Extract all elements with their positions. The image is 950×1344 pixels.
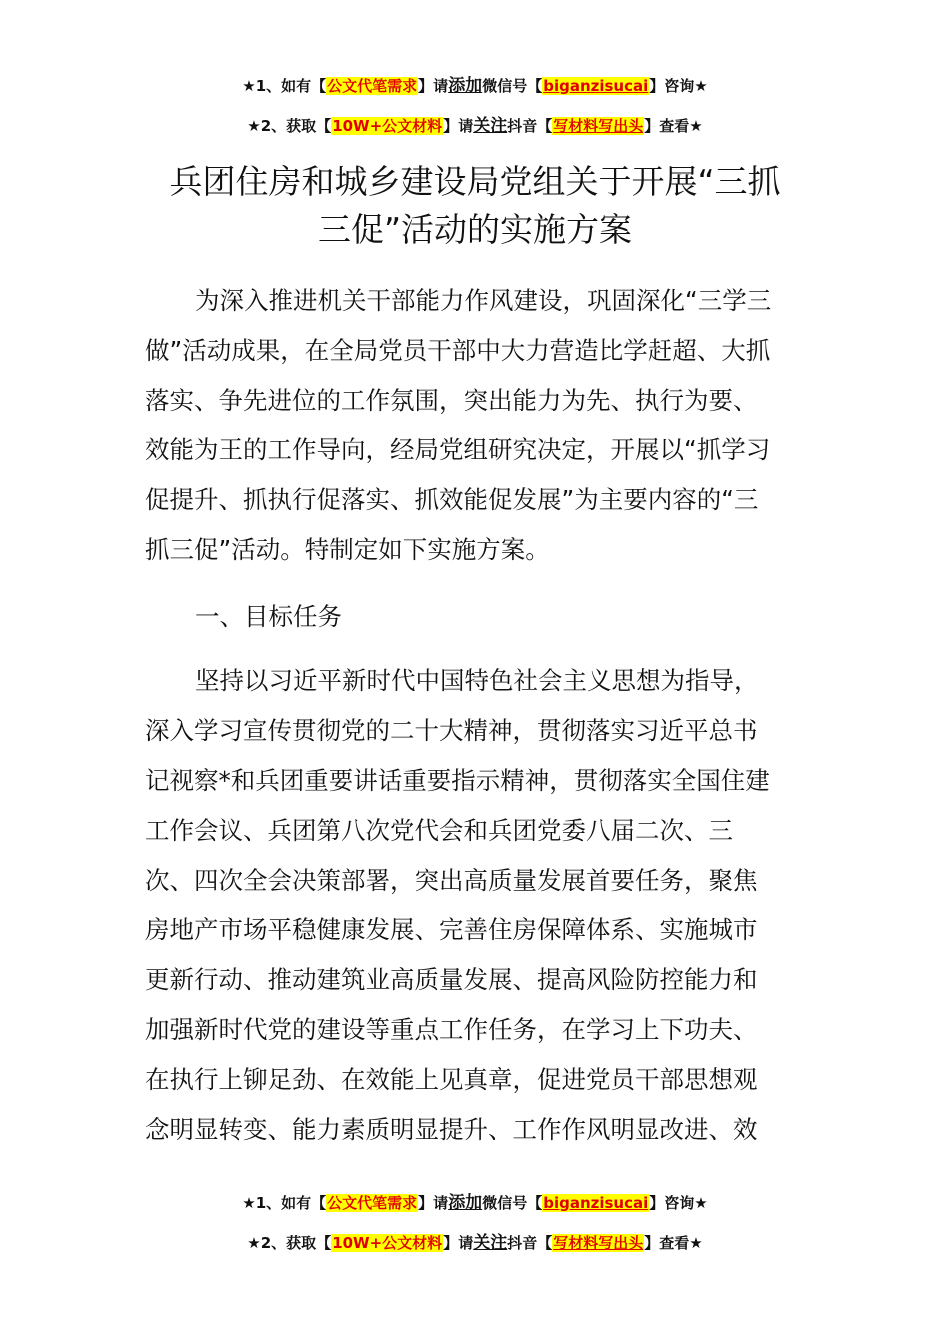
body-line: 次、四次全会决策部署，突出高质量发展首要任务，聚焦 <box>145 866 758 895</box>
title-line: 兵团住房和城乡建设局党组关于开展“三抓 <box>169 162 781 201</box>
ad-text: 】请 <box>443 117 474 135</box>
ad-underline: 关注 <box>473 116 508 136</box>
ad-highlight: 10W+公文材料 <box>332 117 443 135</box>
ad-text: ★1、如有【 <box>242 1194 327 1212</box>
body-line: 工作会议、兵团第八次党代会和兵团党委八届二次、三 <box>145 816 733 845</box>
body-line: 效能为王的工作导向，经局党组研究决定，开展以“抓学习 <box>145 435 771 464</box>
ad-text: ★1、如有【 <box>242 77 327 95</box>
ad-text: ★2、获取【 <box>247 117 332 135</box>
ad-underline: 添加 <box>448 1193 483 1213</box>
ad-wechat-id: biganzisucai <box>543 77 649 95</box>
body-line: 落实、争先进位的工作氛围，突出能力为先、执行为要、 <box>145 386 758 415</box>
ad-text: 】咨询★ <box>649 77 708 95</box>
body-line: 加强新时代党的建设等重点工作任务，在学习上下功夫、 <box>145 1015 758 1044</box>
title-line: 三促”活动的实施方案 <box>317 210 633 249</box>
body-line: 深入学习宣传贯彻党的二十大精神，贯彻落实习近平总书 <box>145 716 758 745</box>
ad-highlight: 公文代笔需求 <box>327 77 418 95</box>
ad-underline: 关注 <box>473 1233 508 1253</box>
body-line: 为深入推进机关干部能力作风建设，巩固深化“三学三 <box>195 286 772 315</box>
ad-text: 抖音【 <box>507 1234 553 1252</box>
ad-text: 】查看★ <box>644 117 703 135</box>
body-line: 促提升、抓执行促落实、抓效能促发展”为主要内容的“三 <box>145 485 759 514</box>
section-heading: 一、目标任务 <box>195 602 342 631</box>
ad-text: 】请 <box>443 1234 474 1252</box>
ad-text: 】查看★ <box>644 1234 703 1252</box>
ad-text: 】咨询★ <box>649 1194 708 1212</box>
ad-text: 微信号【 <box>482 77 543 95</box>
footer-ad-line-1 <box>0 1188 950 1213</box>
body-line: 做”活动成果，在全局党员干部中大力营造比学赶超、大抓 <box>145 336 771 365</box>
ad-text: 】请 <box>418 1194 449 1212</box>
ad-line-1 <box>0 71 950 96</box>
body-line: 抓三促”活动。特制定如下实施方案。 <box>145 535 550 564</box>
ad-highlight: 10W+公文材料 <box>332 1234 443 1252</box>
ad-highlight: 公文代笔需求 <box>327 1194 418 1212</box>
ad-text: ★2、获取【 <box>247 1234 332 1252</box>
body-line: 在执行上铆足劲、在效能上见真章，促进党员干部思想观 <box>145 1065 758 1094</box>
document-title <box>0 158 950 254</box>
ad-douyin-id: 写材料写出头 <box>553 117 644 135</box>
ad-text: 微信号【 <box>482 1194 543 1212</box>
body-line: 更新行动、推动建筑业高质量发展、提高风险防控能力和 <box>145 965 758 994</box>
footer-ad-line-2 <box>0 1228 950 1253</box>
body-line: 念明显转变、能力素质明显提升、工作作风明显改进、效 <box>145 1115 758 1144</box>
body-line: 坚持以习近平新时代中国特色社会主义思想为指导， <box>195 666 759 695</box>
ad-douyin-id: 写材料写出头 <box>553 1234 644 1252</box>
ad-line-2 <box>0 111 950 136</box>
ad-wechat-id: biganzisucai <box>543 1194 649 1212</box>
ad-text: 】请 <box>418 77 449 95</box>
ad-underline: 添加 <box>448 76 483 96</box>
body-line: 记视察*和兵团重要讲话重要指示精神，贯彻落实全国住建 <box>145 766 770 795</box>
body-line: 房地产市场平稳健康发展、完善住房保障体系、实施城市 <box>145 915 758 944</box>
ad-text: 抖音【 <box>507 117 553 135</box>
